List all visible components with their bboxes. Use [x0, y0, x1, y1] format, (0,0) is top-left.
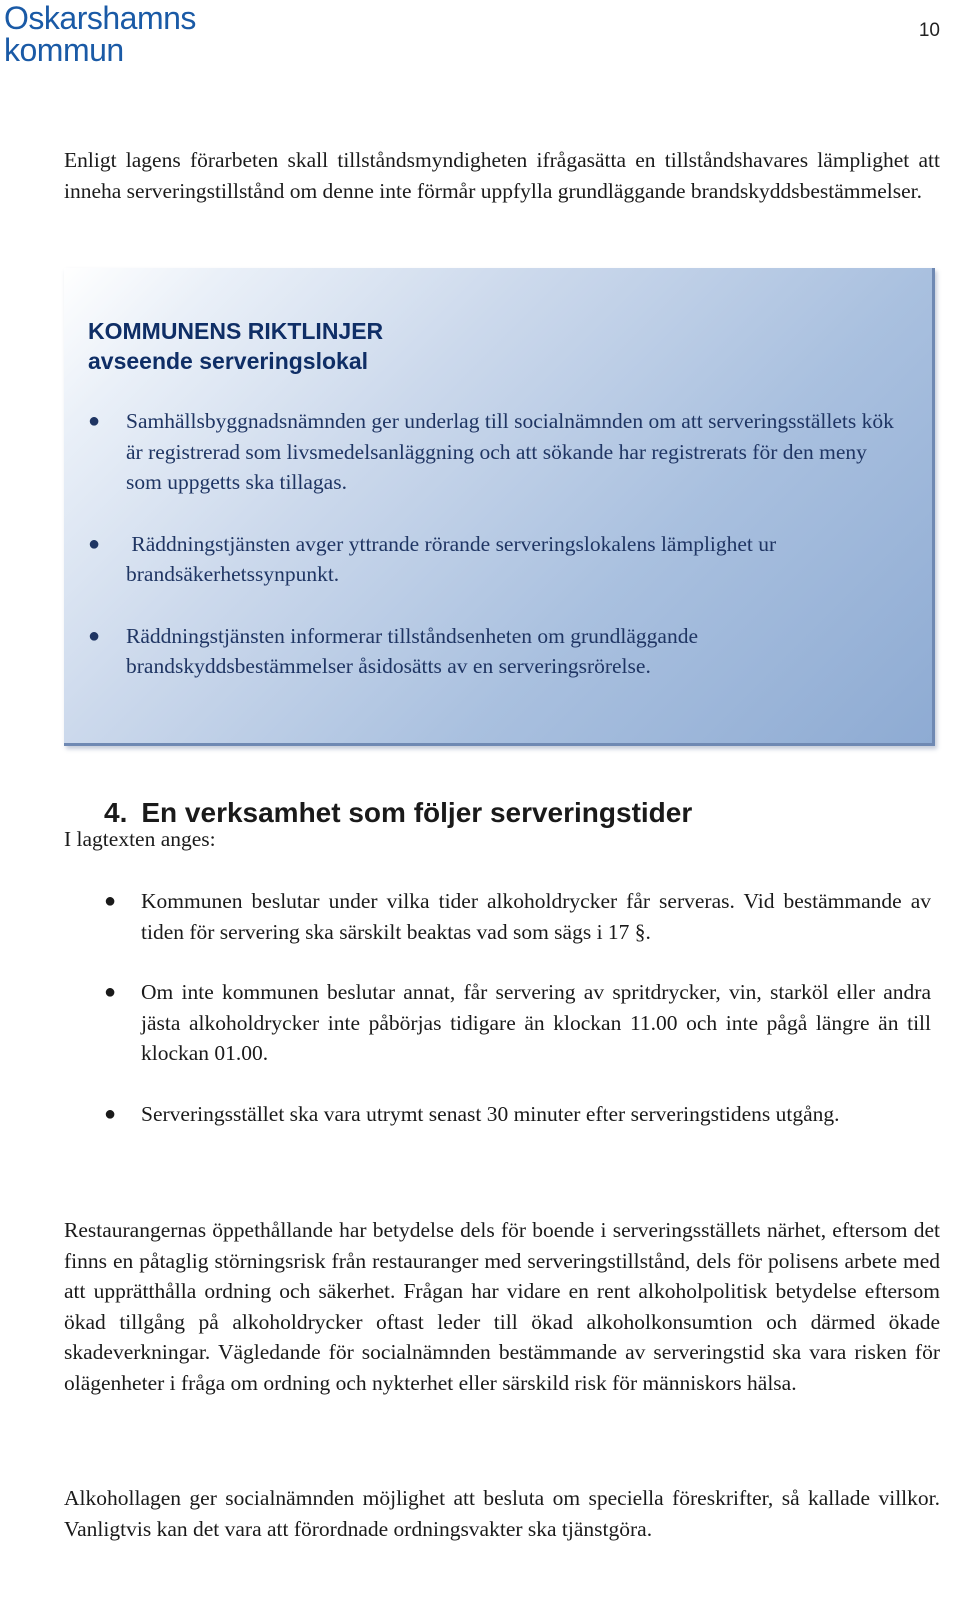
intro-paragraph: Enligt lagens förarbeten skall tillståndsmyndigheten ifrågasätta en tillståndshavares lämplighet att inneha serveringstillstånd om denne inte förmår uppfylla grundläggande brandskyddsbestämmelser. — [64, 148, 940, 203]
page-number: 10 — [918, 20, 940, 41]
section-title: En verksamhet som följer serveringstider — [141, 797, 693, 828]
guideline-item — [88, 621, 896, 682]
guideline-item — [88, 529, 896, 590]
municipality-logo — [4, 2, 196, 66]
opening-hours-paragraph: Restaurangernas öppethållande har betydelse dels för boende i serveringsställets närhet, eftersom det finns en påtaglig störningsrisk från restauranger med serveringstillstånd, dels för polisens arbete med att upprätthålla ordning och säkerhet. Frågan har vidare en rent alkoholpolitisk betydelse eftersom ökad tillgång på alkoholdrycker oftast leder till ökad alkoholkonsumtion och därmed ökade skadeverkningar. Vägledande för socialnämnden bestämmande av serveringstid ska vara risken för olägenheter i fråga om ordning och nykterhet eller särskild risk för människors hälsa. — [64, 1218, 940, 1395]
bullet-icon: ● — [104, 981, 117, 1003]
guideline-item-text: Räddningstjänsten informerar tillståndsenheten om grundläggande brandskyddsbestämmelser åsidosätts av en serveringsrörelse. — [126, 623, 698, 678]
law-list-item-text: Om inte kommunen beslutar annat, får servering av spritdrycker, vin, starköl eller andra jästa alkoholdrycker inte påbörjas tidigare än klockan 11.00 och inte pågå längre än till klockan 01.00. — [141, 980, 931, 1065]
law-list-item — [104, 1099, 931, 1130]
guideline-item-text: Räddningstjänsten avger yttrande rörande serveringslokalens lämplighet ur brandsäkerhetssynpunkt. — [126, 531, 782, 586]
guidelines-title — [88, 316, 383, 376]
bullet-icon: ● — [88, 532, 101, 555]
logo-line-1: Oskarshamns — [4, 0, 196, 36]
bullet-icon: ● — [88, 410, 101, 432]
bullet-icon: ● — [104, 890, 117, 912]
guidelines-box — [64, 268, 935, 746]
bullet-icon: ● — [88, 624, 101, 647]
guidelines-list — [88, 406, 896, 713]
law-intro-text: I lagtexten anges: — [64, 827, 216, 851]
guidelines-title-line-2: avseende serveringslokal — [88, 348, 368, 374]
conditions-paragraph: Alkohollagen ger socialnämnden möjlighet att besluta om speciella föreskrifter, så kallade villkor. Vanligtvis kan det vara att förordnade ordningsvakter ska tjänstgöra. — [64, 1486, 940, 1541]
law-list-item — [104, 977, 931, 1069]
law-list-item-text: Kommunen beslutar under vilka tider alkoholdrycker får serveras. Vid bestämmande av tiden för servering ska särskilt beaktas vad som sägs i 17 §. — [141, 889, 931, 944]
law-list-item — [104, 886, 931, 947]
guideline-item — [88, 406, 896, 498]
law-list-item-text: Serveringsstället ska vara utrymt senast 30 minuter efter serveringstidens utgång. — [141, 1101, 840, 1126]
law-text-list — [104, 886, 931, 1159]
bullet-icon: ● — [104, 1102, 117, 1125]
guideline-item-text: Samhällsbyggnadsnämnden ger underlag till socialnämnden om att serveringsställets kök är registrerad som livsmedelsanläggning och att sökande har registrerats för den meny som uppgetts ska tillagas. — [126, 409, 894, 494]
section-number: 4. — [104, 797, 128, 828]
guidelines-title-line-1: KOMMUNENS RIKTLINJER — [88, 318, 384, 344]
logo-line-2: kommun — [4, 32, 124, 68]
